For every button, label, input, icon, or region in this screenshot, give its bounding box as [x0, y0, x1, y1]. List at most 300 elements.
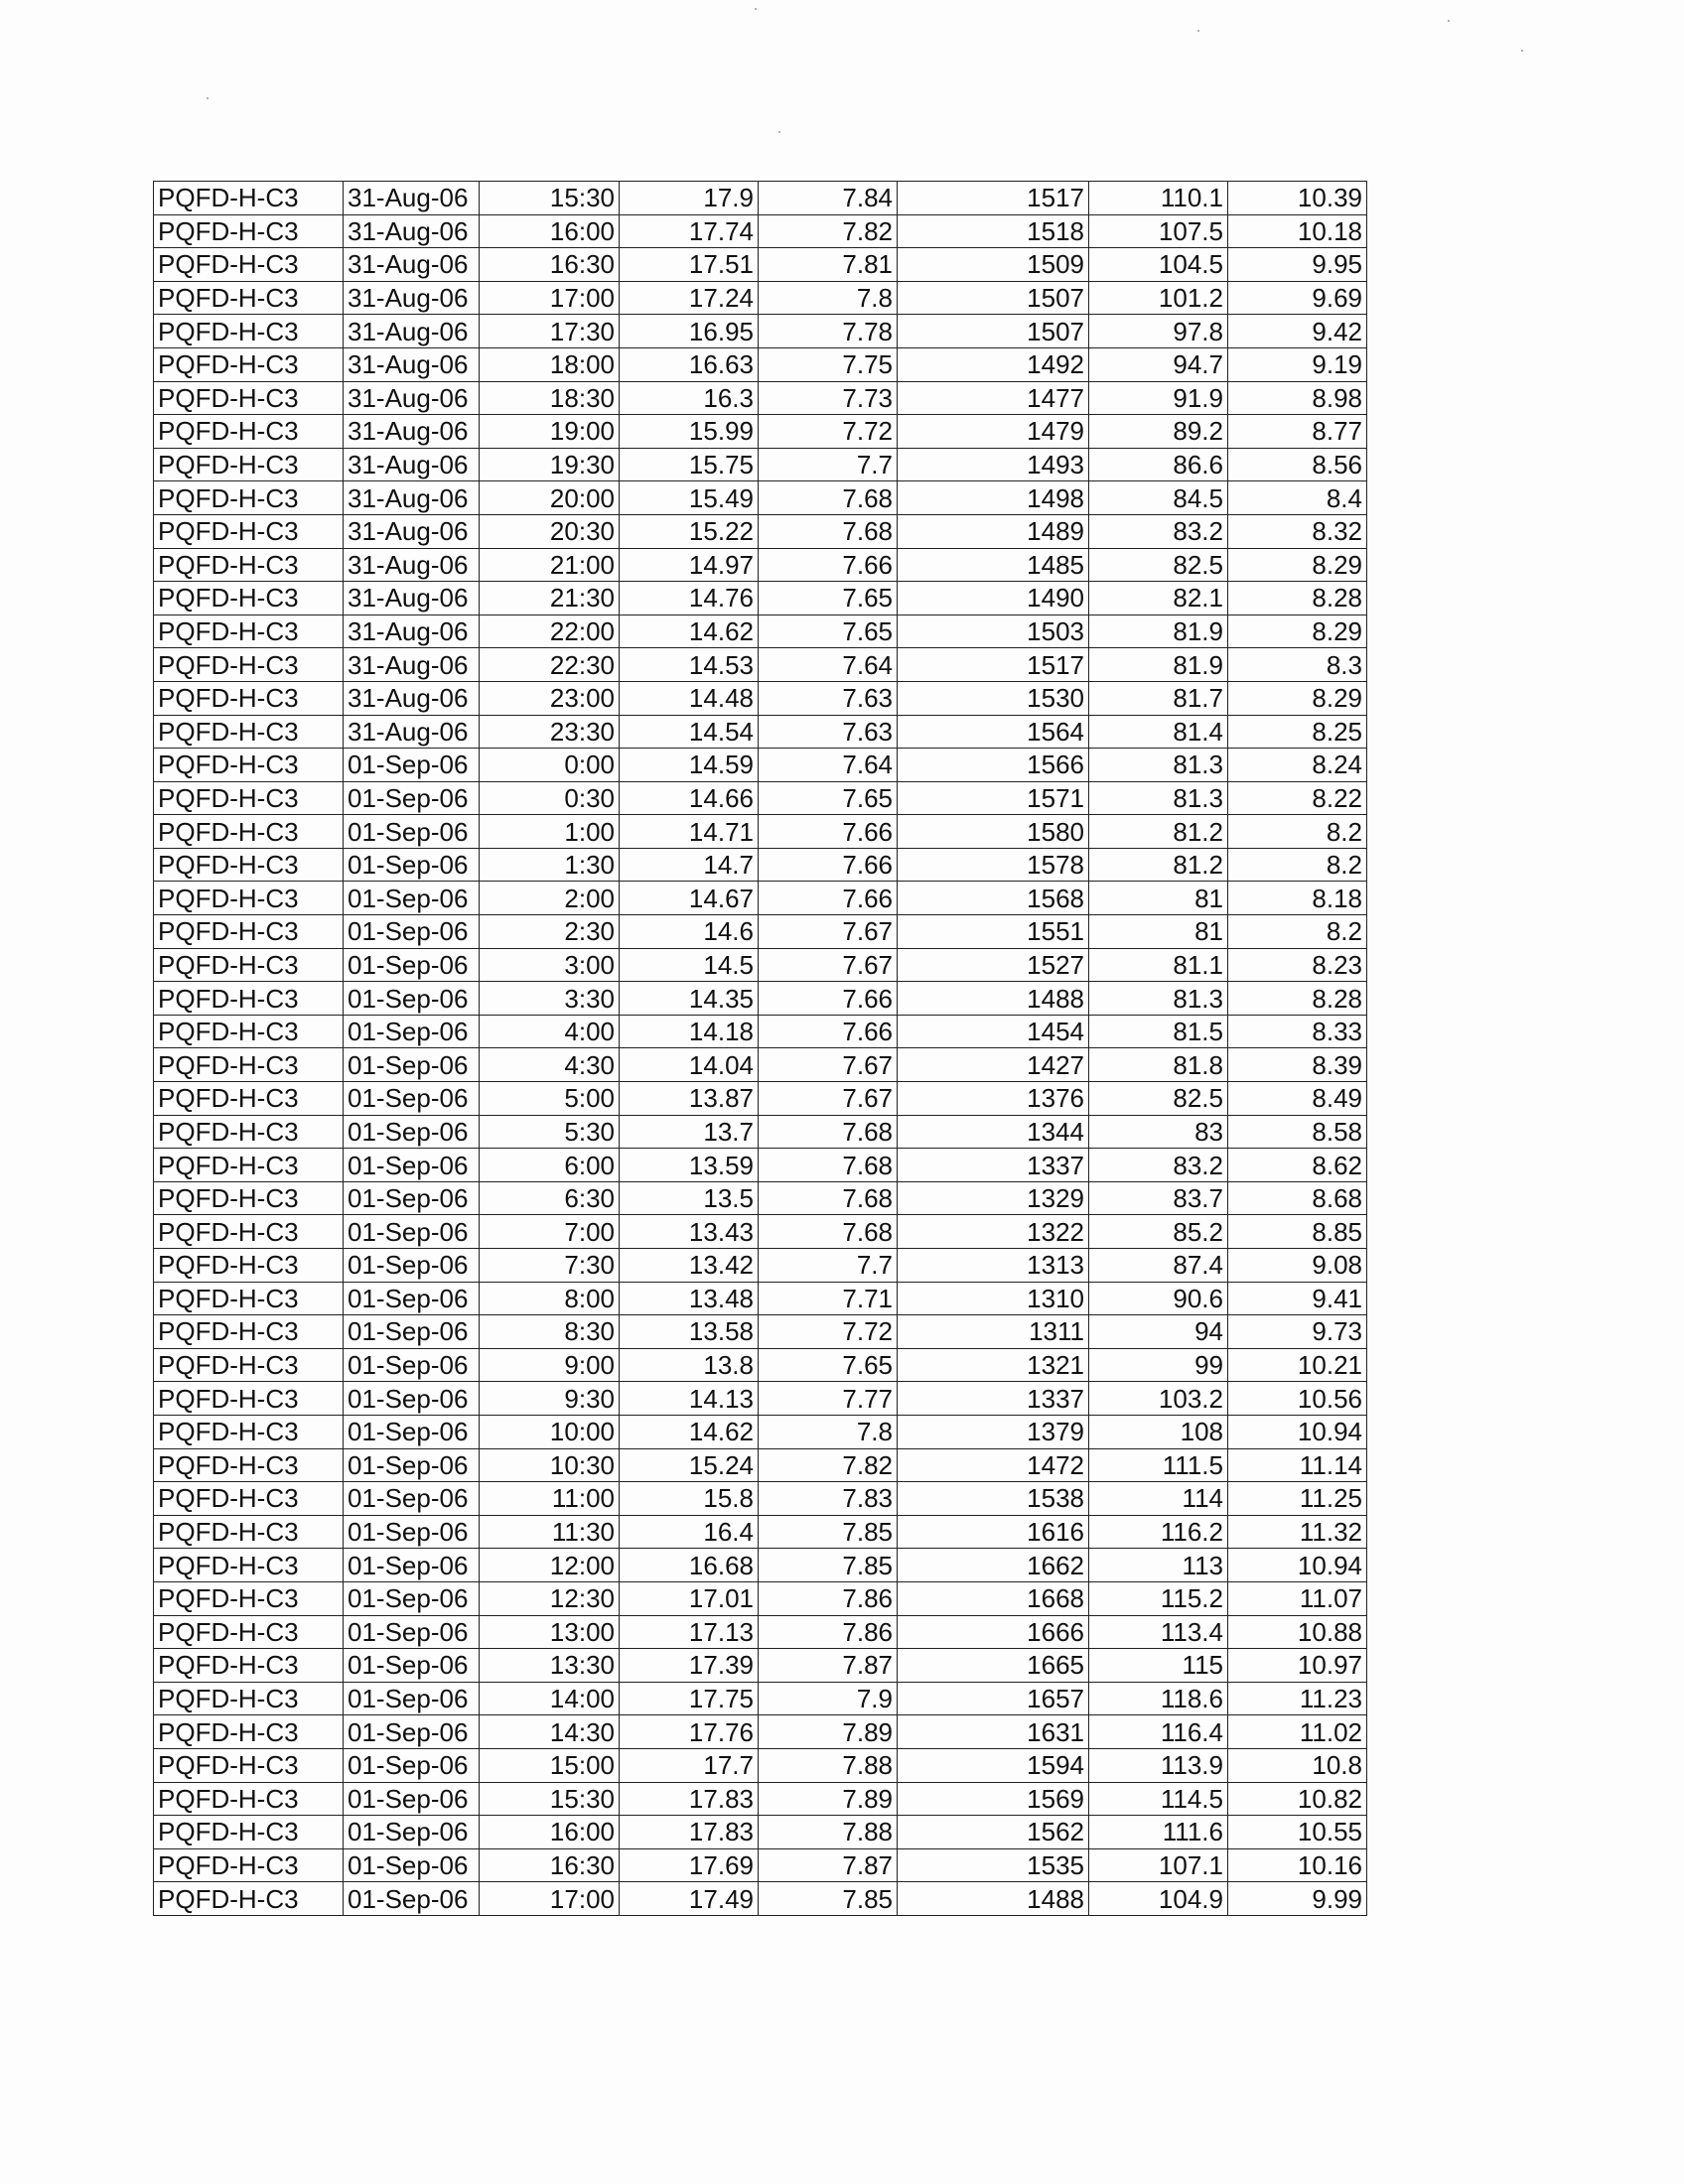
table-row — [154, 1215, 1367, 1249]
value-4-cell: 101.2 — [1089, 281, 1228, 315]
value-3-cell: 1580 — [898, 815, 1089, 849]
table-row — [154, 614, 1367, 648]
value-2-cell: 7.83 — [759, 1482, 898, 1516]
value-2-cell: 7.84 — [759, 182, 898, 215]
time-cell: 9:30 — [480, 1382, 620, 1416]
value-4-cell: 83.2 — [1089, 1149, 1228, 1182]
value-1-cell: 14.48 — [620, 681, 759, 715]
value-2-cell: 7.63 — [759, 681, 898, 715]
value-4-cell: 81 — [1089, 915, 1228, 949]
table-row — [154, 882, 1367, 915]
value-3-cell: 1631 — [898, 1715, 1089, 1749]
table-row — [154, 415, 1367, 449]
value-1-cell: 15.75 — [620, 448, 759, 481]
value-2-cell: 7.8 — [759, 281, 898, 315]
site-id-cell: PQFD-H-C3 — [154, 1816, 344, 1849]
table-row — [154, 1348, 1367, 1382]
value-3-cell: 1454 — [898, 1015, 1089, 1048]
table-row — [154, 1482, 1367, 1516]
value-3-cell: 1578 — [898, 848, 1089, 882]
site-id-cell: PQFD-H-C3 — [154, 848, 344, 882]
value-5-cell: 11.25 — [1228, 1482, 1367, 1516]
site-id-cell: PQFD-H-C3 — [154, 948, 344, 982]
value-1-cell: 14.97 — [620, 548, 759, 582]
value-5-cell: 11.14 — [1228, 1448, 1367, 1482]
value-3-cell: 1337 — [898, 1382, 1089, 1416]
date-cell: 31-Aug-06 — [344, 448, 480, 481]
table-row — [154, 281, 1367, 315]
value-5-cell: 9.95 — [1228, 248, 1367, 282]
date-cell: 31-Aug-06 — [344, 582, 480, 615]
table-row — [154, 381, 1367, 415]
time-cell: 14:30 — [480, 1715, 620, 1749]
value-4-cell: 81.4 — [1089, 715, 1228, 749]
value-2-cell: 7.7 — [759, 448, 898, 481]
value-3-cell: 1488 — [898, 982, 1089, 1016]
time-cell: 5:00 — [480, 1082, 620, 1116]
table-row — [154, 182, 1367, 215]
value-1-cell: 17.83 — [620, 1782, 759, 1816]
site-id-cell: PQFD-H-C3 — [154, 214, 344, 248]
value-4-cell: 83.7 — [1089, 1181, 1228, 1215]
time-cell: 16:30 — [480, 1848, 620, 1882]
value-3-cell: 1538 — [898, 1482, 1089, 1516]
date-cell: 31-Aug-06 — [344, 481, 480, 515]
value-4-cell: 111.5 — [1089, 1448, 1228, 1482]
value-4-cell: 113.9 — [1089, 1748, 1228, 1782]
value-4-cell: 83.2 — [1089, 514, 1228, 548]
date-cell: 01-Sep-06 — [344, 1782, 480, 1816]
date-cell: 01-Sep-06 — [344, 1816, 480, 1849]
value-4-cell: 108 — [1089, 1415, 1228, 1448]
date-cell: 01-Sep-06 — [344, 1149, 480, 1182]
value-5-cell: 8.98 — [1228, 381, 1367, 415]
site-id-cell: PQFD-H-C3 — [154, 1348, 344, 1382]
value-4-cell: 89.2 — [1089, 415, 1228, 449]
table-row — [154, 982, 1367, 1016]
value-1-cell: 14.7 — [620, 848, 759, 882]
value-2-cell: 7.66 — [759, 815, 898, 849]
value-1-cell: 14.6 — [620, 915, 759, 949]
time-cell: 18:00 — [480, 347, 620, 381]
site-id-cell: PQFD-H-C3 — [154, 1082, 344, 1116]
value-1-cell: 13.7 — [620, 1115, 759, 1149]
date-cell: 31-Aug-06 — [344, 248, 480, 282]
time-cell: 23:00 — [480, 681, 620, 715]
site-id-cell: PQFD-H-C3 — [154, 749, 344, 782]
time-cell: 2:30 — [480, 915, 620, 949]
value-1-cell: 13.43 — [620, 1215, 759, 1249]
site-id-cell: PQFD-H-C3 — [154, 1015, 344, 1048]
site-id-cell: PQFD-H-C3 — [154, 347, 344, 381]
value-5-cell: 10.8 — [1228, 1748, 1367, 1782]
value-5-cell: 8.32 — [1228, 514, 1367, 548]
value-1-cell: 17.51 — [620, 248, 759, 282]
site-id-cell: PQFD-H-C3 — [154, 315, 344, 348]
time-cell: 19:30 — [480, 448, 620, 481]
table-row — [154, 214, 1367, 248]
table-row — [154, 815, 1367, 849]
value-3-cell: 1564 — [898, 715, 1089, 749]
value-5-cell: 8.22 — [1228, 781, 1367, 815]
value-5-cell: 8.29 — [1228, 681, 1367, 715]
table-row — [154, 1782, 1367, 1816]
value-5-cell: 10.16 — [1228, 1848, 1367, 1882]
value-5-cell: 9.41 — [1228, 1282, 1367, 1315]
date-cell: 01-Sep-06 — [344, 1048, 480, 1082]
date-cell: 01-Sep-06 — [344, 1249, 480, 1283]
value-3-cell: 1472 — [898, 1448, 1089, 1482]
value-1-cell: 17.39 — [620, 1649, 759, 1683]
time-cell: 9:00 — [480, 1348, 620, 1382]
value-2-cell: 7.66 — [759, 848, 898, 882]
time-cell: 19:00 — [480, 415, 620, 449]
value-3-cell: 1568 — [898, 882, 1089, 915]
site-id-cell: PQFD-H-C3 — [154, 915, 344, 949]
time-cell: 1:00 — [480, 815, 620, 849]
value-4-cell: 84.5 — [1089, 481, 1228, 515]
scan-speck — [778, 131, 780, 133]
date-cell: 01-Sep-06 — [344, 815, 480, 849]
value-4-cell: 81.8 — [1089, 1048, 1228, 1082]
value-2-cell: 7.66 — [759, 982, 898, 1016]
time-cell: 12:00 — [480, 1549, 620, 1582]
value-3-cell: 1666 — [898, 1615, 1089, 1649]
site-id-cell: PQFD-H-C3 — [154, 1249, 344, 1283]
value-4-cell: 107.1 — [1089, 1848, 1228, 1882]
value-2-cell: 7.9 — [759, 1682, 898, 1715]
value-3-cell: 1518 — [898, 214, 1089, 248]
value-2-cell: 7.72 — [759, 415, 898, 449]
data-table — [153, 181, 1367, 1916]
date-cell: 31-Aug-06 — [344, 347, 480, 381]
date-cell: 01-Sep-06 — [344, 1549, 480, 1582]
value-2-cell: 7.85 — [759, 1549, 898, 1582]
value-3-cell: 1493 — [898, 448, 1089, 481]
value-3-cell: 1507 — [898, 315, 1089, 348]
site-id-cell: PQFD-H-C3 — [154, 448, 344, 481]
time-cell: 22:30 — [480, 648, 620, 682]
time-cell: 17:30 — [480, 315, 620, 348]
table-row — [154, 1748, 1367, 1782]
value-1-cell: 14.59 — [620, 749, 759, 782]
date-cell: 01-Sep-06 — [344, 1348, 480, 1382]
value-4-cell: 81.7 — [1089, 681, 1228, 715]
value-1-cell: 16.95 — [620, 315, 759, 348]
value-4-cell: 110.1 — [1089, 182, 1228, 215]
value-2-cell: 7.68 — [759, 1181, 898, 1215]
table-row — [154, 781, 1367, 815]
table-row — [154, 1715, 1367, 1749]
date-cell: 01-Sep-06 — [344, 749, 480, 782]
table-row — [154, 1448, 1367, 1482]
value-4-cell: 118.6 — [1089, 1682, 1228, 1715]
value-1-cell: 17.9 — [620, 182, 759, 215]
value-3-cell: 1503 — [898, 614, 1089, 648]
value-1-cell: 16.3 — [620, 381, 759, 415]
time-cell: 12:30 — [480, 1581, 620, 1615]
site-id-cell: PQFD-H-C3 — [154, 1782, 344, 1816]
date-cell: 01-Sep-06 — [344, 882, 480, 915]
value-5-cell: 8.2 — [1228, 848, 1367, 882]
value-4-cell: 81.2 — [1089, 848, 1228, 882]
value-1-cell: 14.54 — [620, 715, 759, 749]
table-row — [154, 315, 1367, 348]
site-id-cell: PQFD-H-C3 — [154, 182, 344, 215]
site-id-cell: PQFD-H-C3 — [154, 381, 344, 415]
value-2-cell: 7.66 — [759, 1015, 898, 1048]
value-3-cell: 1311 — [898, 1315, 1089, 1349]
value-5-cell: 8.29 — [1228, 548, 1367, 582]
site-id-cell: PQFD-H-C3 — [154, 514, 344, 548]
site-id-cell: PQFD-H-C3 — [154, 1848, 344, 1882]
date-cell: 31-Aug-06 — [344, 548, 480, 582]
value-1-cell: 14.62 — [620, 1415, 759, 1448]
time-cell: 4:30 — [480, 1048, 620, 1082]
value-3-cell: 1489 — [898, 514, 1089, 548]
site-id-cell: PQFD-H-C3 — [154, 1382, 344, 1416]
value-3-cell: 1344 — [898, 1115, 1089, 1149]
table-row — [154, 248, 1367, 282]
site-id-cell: PQFD-H-C3 — [154, 1315, 344, 1349]
date-cell: 01-Sep-06 — [344, 1448, 480, 1482]
value-4-cell: 103.2 — [1089, 1382, 1228, 1416]
value-3-cell: 1535 — [898, 1848, 1089, 1882]
value-3-cell: 1321 — [898, 1348, 1089, 1382]
site-id-cell: PQFD-H-C3 — [154, 1482, 344, 1516]
site-id-cell: PQFD-H-C3 — [154, 1615, 344, 1649]
value-3-cell: 1569 — [898, 1782, 1089, 1816]
value-4-cell: 114 — [1089, 1482, 1228, 1516]
value-3-cell: 1566 — [898, 749, 1089, 782]
value-4-cell: 107.5 — [1089, 214, 1228, 248]
value-4-cell: 81.5 — [1089, 1015, 1228, 1048]
value-4-cell: 115.2 — [1089, 1581, 1228, 1615]
value-5-cell: 8.25 — [1228, 715, 1367, 749]
value-2-cell: 7.68 — [759, 514, 898, 548]
value-4-cell: 94 — [1089, 1315, 1228, 1349]
time-cell: 7:00 — [480, 1215, 620, 1249]
value-4-cell: 81.3 — [1089, 982, 1228, 1016]
value-1-cell: 17.75 — [620, 1682, 759, 1715]
value-2-cell: 7.68 — [759, 1149, 898, 1182]
table-row — [154, 1115, 1367, 1149]
table-row — [154, 548, 1367, 582]
time-cell: 0:00 — [480, 749, 620, 782]
value-1-cell: 15.22 — [620, 514, 759, 548]
date-cell: 01-Sep-06 — [344, 1515, 480, 1549]
value-4-cell: 87.4 — [1089, 1249, 1228, 1283]
time-cell: 3:30 — [480, 982, 620, 1016]
value-2-cell: 7.75 — [759, 347, 898, 381]
value-3-cell: 1551 — [898, 915, 1089, 949]
value-2-cell: 7.81 — [759, 248, 898, 282]
value-1-cell: 17.69 — [620, 1848, 759, 1882]
value-1-cell: 16.63 — [620, 347, 759, 381]
date-cell: 01-Sep-06 — [344, 1482, 480, 1516]
value-4-cell: 82.5 — [1089, 548, 1228, 582]
time-cell: 2:00 — [480, 882, 620, 915]
value-2-cell: 7.86 — [759, 1581, 898, 1615]
site-id-cell: PQFD-H-C3 — [154, 281, 344, 315]
date-cell: 31-Aug-06 — [344, 315, 480, 348]
value-2-cell: 7.65 — [759, 781, 898, 815]
value-2-cell: 7.8 — [759, 1415, 898, 1448]
value-3-cell: 1313 — [898, 1249, 1089, 1283]
table-row — [154, 1315, 1367, 1349]
table-row — [154, 1149, 1367, 1182]
value-4-cell: 85.2 — [1089, 1215, 1228, 1249]
time-cell: 8:30 — [480, 1315, 620, 1349]
time-cell: 13:00 — [480, 1615, 620, 1649]
value-1-cell: 14.18 — [620, 1015, 759, 1048]
value-5-cell: 10.18 — [1228, 214, 1367, 248]
value-5-cell: 10.82 — [1228, 1782, 1367, 1816]
value-1-cell: 14.13 — [620, 1382, 759, 1416]
site-id-cell: PQFD-H-C3 — [154, 582, 344, 615]
time-cell: 14:00 — [480, 1682, 620, 1715]
site-id-cell: PQFD-H-C3 — [154, 1649, 344, 1683]
value-3-cell: 1485 — [898, 548, 1089, 582]
table-row — [154, 1848, 1367, 1882]
value-5-cell: 11.02 — [1228, 1715, 1367, 1749]
value-1-cell: 17.74 — [620, 214, 759, 248]
date-cell: 01-Sep-06 — [344, 1715, 480, 1749]
value-2-cell: 7.82 — [759, 1448, 898, 1482]
value-5-cell: 10.88 — [1228, 1615, 1367, 1649]
date-cell: 01-Sep-06 — [344, 1382, 480, 1416]
time-cell: 20:00 — [480, 481, 620, 515]
value-5-cell: 9.73 — [1228, 1315, 1367, 1349]
site-id-cell: PQFD-H-C3 — [154, 1715, 344, 1749]
date-cell: 31-Aug-06 — [344, 648, 480, 682]
value-2-cell: 7.66 — [759, 548, 898, 582]
value-4-cell: 81.3 — [1089, 749, 1228, 782]
table-row — [154, 1515, 1367, 1549]
date-cell: 01-Sep-06 — [344, 1315, 480, 1349]
time-cell: 22:00 — [480, 614, 620, 648]
value-4-cell: 81 — [1089, 882, 1228, 915]
value-5-cell: 8.3 — [1228, 648, 1367, 682]
value-4-cell: 83 — [1089, 1115, 1228, 1149]
value-3-cell: 1507 — [898, 281, 1089, 315]
value-3-cell: 1517 — [898, 648, 1089, 682]
value-1-cell: 15.24 — [620, 1448, 759, 1482]
site-id-cell: PQFD-H-C3 — [154, 1581, 344, 1615]
value-2-cell: 7.88 — [759, 1748, 898, 1782]
value-2-cell: 7.89 — [759, 1782, 898, 1816]
date-cell: 01-Sep-06 — [344, 1115, 480, 1149]
value-1-cell: 14.67 — [620, 882, 759, 915]
value-3-cell: 1657 — [898, 1682, 1089, 1715]
scan-speck — [207, 97, 209, 99]
date-cell: 01-Sep-06 — [344, 948, 480, 982]
value-3-cell: 1376 — [898, 1082, 1089, 1116]
table-row — [154, 1581, 1367, 1615]
value-2-cell: 7.78 — [759, 315, 898, 348]
value-2-cell: 7.67 — [759, 1082, 898, 1116]
value-3-cell: 1329 — [898, 1181, 1089, 1215]
value-1-cell: 16.4 — [620, 1515, 759, 1549]
value-3-cell: 1310 — [898, 1282, 1089, 1315]
time-cell: 15:30 — [480, 182, 620, 215]
site-id-cell: PQFD-H-C3 — [154, 481, 344, 515]
date-cell: 01-Sep-06 — [344, 1282, 480, 1315]
site-id-cell: PQFD-H-C3 — [154, 1282, 344, 1315]
value-5-cell: 8.2 — [1228, 815, 1367, 849]
date-cell: 31-Aug-06 — [344, 614, 480, 648]
value-1-cell: 14.71 — [620, 815, 759, 849]
site-id-cell: PQFD-H-C3 — [154, 1515, 344, 1549]
site-id-cell: PQFD-H-C3 — [154, 1048, 344, 1082]
site-id-cell: PQFD-H-C3 — [154, 648, 344, 682]
scan-speck — [1448, 20, 1450, 22]
value-1-cell: 17.83 — [620, 1816, 759, 1849]
value-1-cell: 17.13 — [620, 1615, 759, 1649]
value-5-cell: 8.56 — [1228, 448, 1367, 481]
time-cell: 21:30 — [480, 582, 620, 615]
table-row — [154, 1249, 1367, 1283]
time-cell: 15:30 — [480, 1782, 620, 1816]
table-row — [154, 1181, 1367, 1215]
value-4-cell: 116.4 — [1089, 1715, 1228, 1749]
value-2-cell: 7.71 — [759, 1282, 898, 1315]
value-3-cell: 1322 — [898, 1215, 1089, 1249]
value-1-cell: 15.99 — [620, 415, 759, 449]
value-4-cell: 97.8 — [1089, 315, 1228, 348]
value-2-cell: 7.64 — [759, 749, 898, 782]
time-cell: 16:00 — [480, 214, 620, 248]
table-row — [154, 1882, 1367, 1916]
value-5-cell: 8.58 — [1228, 1115, 1367, 1149]
date-cell: 01-Sep-06 — [344, 781, 480, 815]
table-row — [154, 1549, 1367, 1582]
value-5-cell: 9.19 — [1228, 347, 1367, 381]
site-id-cell: PQFD-H-C3 — [154, 1549, 344, 1582]
date-cell: 01-Sep-06 — [344, 982, 480, 1016]
value-4-cell: 94.7 — [1089, 347, 1228, 381]
time-cell: 16:30 — [480, 248, 620, 282]
table-row — [154, 1415, 1367, 1448]
value-3-cell: 1337 — [898, 1149, 1089, 1182]
value-3-cell: 1594 — [898, 1748, 1089, 1782]
table-row — [154, 915, 1367, 949]
site-id-cell: PQFD-H-C3 — [154, 248, 344, 282]
value-5-cell: 8.33 — [1228, 1015, 1367, 1048]
table-row — [154, 1015, 1367, 1048]
value-2-cell: 7.85 — [759, 1882, 898, 1916]
site-id-cell: PQFD-H-C3 — [154, 1181, 344, 1215]
value-5-cell: 8.24 — [1228, 749, 1367, 782]
date-cell: 31-Aug-06 — [344, 281, 480, 315]
data-table-body — [154, 182, 1367, 1916]
value-5-cell: 8.4 — [1228, 481, 1367, 515]
table-row — [154, 749, 1367, 782]
value-5-cell: 11.32 — [1228, 1515, 1367, 1549]
value-5-cell: 8.28 — [1228, 582, 1367, 615]
table-row — [154, 715, 1367, 749]
table-row — [154, 1816, 1367, 1849]
value-1-cell: 13.42 — [620, 1249, 759, 1283]
date-cell: 01-Sep-06 — [344, 1181, 480, 1215]
value-1-cell: 13.58 — [620, 1315, 759, 1349]
table-row — [154, 1282, 1367, 1315]
value-3-cell: 1668 — [898, 1581, 1089, 1615]
site-id-cell: PQFD-H-C3 — [154, 1882, 344, 1916]
value-5-cell: 10.94 — [1228, 1549, 1367, 1582]
date-cell: 01-Sep-06 — [344, 1415, 480, 1448]
value-5-cell: 8.29 — [1228, 614, 1367, 648]
